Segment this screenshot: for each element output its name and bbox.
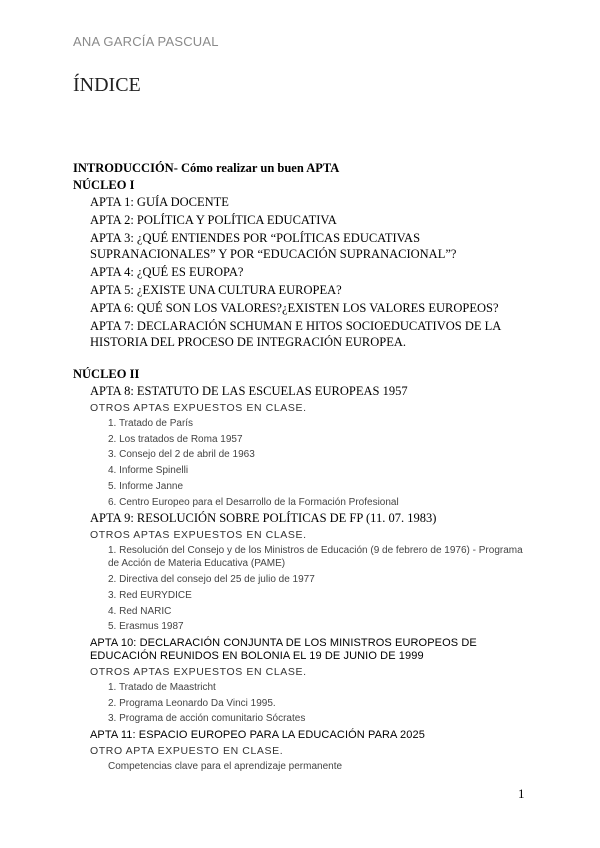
otros-aptas-label: OTROS APTAS EXPUESTOS EN CLASE. — [90, 402, 307, 414]
list-item[interactable]: 3. Consejo del 2 de abril de 1963 — [108, 449, 255, 461]
toc-nucleo1-heading[interactable]: NÚCLEO I — [73, 178, 135, 192]
list-item[interactable]: 2. Programa Leonardo Da Vinci 1995. — [108, 697, 276, 709]
toc-entry-apta1[interactable]: APTA 1: GUÍA DOCENTE — [90, 195, 229, 209]
toc-entry-apta11[interactable]: APTA 11: ESPACIO EUROPEO PARA LA EDUCACIÓN PARA 2025 — [90, 729, 425, 742]
list-item[interactable]: 4. Informe Spinelli — [108, 465, 189, 477]
list-item[interactable]: 4. Red NARIC — [108, 605, 172, 617]
list-item[interactable]: 1. Resolución del Consejo y de los Ministros de Educación (9 de febrero de 1976) - Programa de Acción de Materia Educativa (PAME) — [108, 545, 523, 570]
otros-aptas-label: OTRO APTA EXPUESTO EN CLASE. — [90, 745, 284, 758]
toc-entry-apta5[interactable]: APTA 5: ¿EXISTE UNA CULTURA EUROPEA? — [90, 283, 342, 297]
list-item[interactable]: 6. Centro Europeo para el Desarrollo de la Formación Profesional — [108, 496, 399, 508]
list-item[interactable]: 5. Erasmus 1987 — [108, 621, 184, 633]
list-item[interactable]: 2. Directiva del consejo del 25 de julio de 1977 — [108, 574, 315, 586]
list-item[interactable]: 5. Informe Janne — [108, 480, 184, 492]
otros-aptas-label: OTROS APTAS EXPUESTOS EN CLASE. — [90, 666, 307, 679]
page-number: 1 — [518, 786, 525, 801]
list-item[interactable]: Competencias clave para el aprendizaje permanente — [108, 761, 343, 773]
list-item[interactable]: 1. Tratado de París — [108, 418, 194, 429]
list-item[interactable]: 1. Tratado de Maastricht — [108, 682, 216, 694]
toc-entry-apta3[interactable]: APTA 3: ¿QUÉ ENTIENDES POR “POLÍTICAS EDUCATIVAS SUPRANACIONALES” Y POR “EDUCACIÓN SUPRANACIONAL”? — [90, 231, 457, 261]
toc-entry-apta10[interactable]: APTA 10: DECLARACIÓN CONJUNTA DE LOS MINISTROS EUROPEOS DE EDUCACIÓN REUNIDOS EN BOLONIA EL 19 DE JUNIO DE 1999 — [90, 637, 477, 663]
list-item[interactable]: 3. Programa de acción comunitario Sócrates — [108, 713, 306, 725]
list-item[interactable]: 2. Los tratados de Roma 1957 — [108, 433, 243, 445]
toc-entry-apta2[interactable]: APTA 2: POLÍTICA Y POLÍTICA EDUCATIVA — [90, 213, 337, 227]
toc-entry-apta8[interactable]: APTA 8: ESTATUTO DE LAS ESCUELAS EUROPEAS 1957 — [90, 384, 408, 398]
page-title: ÍNDICE — [73, 74, 141, 96]
table-of-contents — [73, 160, 533, 775]
otros-aptas-label: OTROS APTAS EXPUESTOS EN CLASE. — [90, 529, 307, 542]
toc-entry-apta9[interactable]: APTA 9: RESOLUCIÓN SOBRE POLÍTICAS DE FP (11. 07. 1983) — [90, 511, 437, 526]
toc-entry-apta6[interactable]: APTA 6: QUÉ SON LOS VALORES?¿EXISTEN LOS VALORES EUROPEOS? — [90, 301, 499, 315]
toc-entry-apta7[interactable]: APTA 7: DECLARACIÓN SCHUMAN E HITOS SOCIOEDUCATIVOS DE LA HISTORIA DEL PROCESO DE INTEGRACIÓN EUROPEA. — [90, 319, 501, 349]
toc-nucleo2-heading[interactable]: NÚCLEO II — [73, 367, 140, 381]
toc-entry-apta4[interactable]: APTA 4: ¿QUÉ ES EUROPA? — [90, 265, 244, 279]
toc-intro-heading[interactable]: INTRODUCCIÓN- Cómo realizar un buen APTA — [73, 161, 340, 175]
list-item[interactable]: 3. Red EURYDICE — [108, 589, 192, 601]
running-header-author: ANA GARCÍA PASCUAL — [73, 34, 219, 49]
